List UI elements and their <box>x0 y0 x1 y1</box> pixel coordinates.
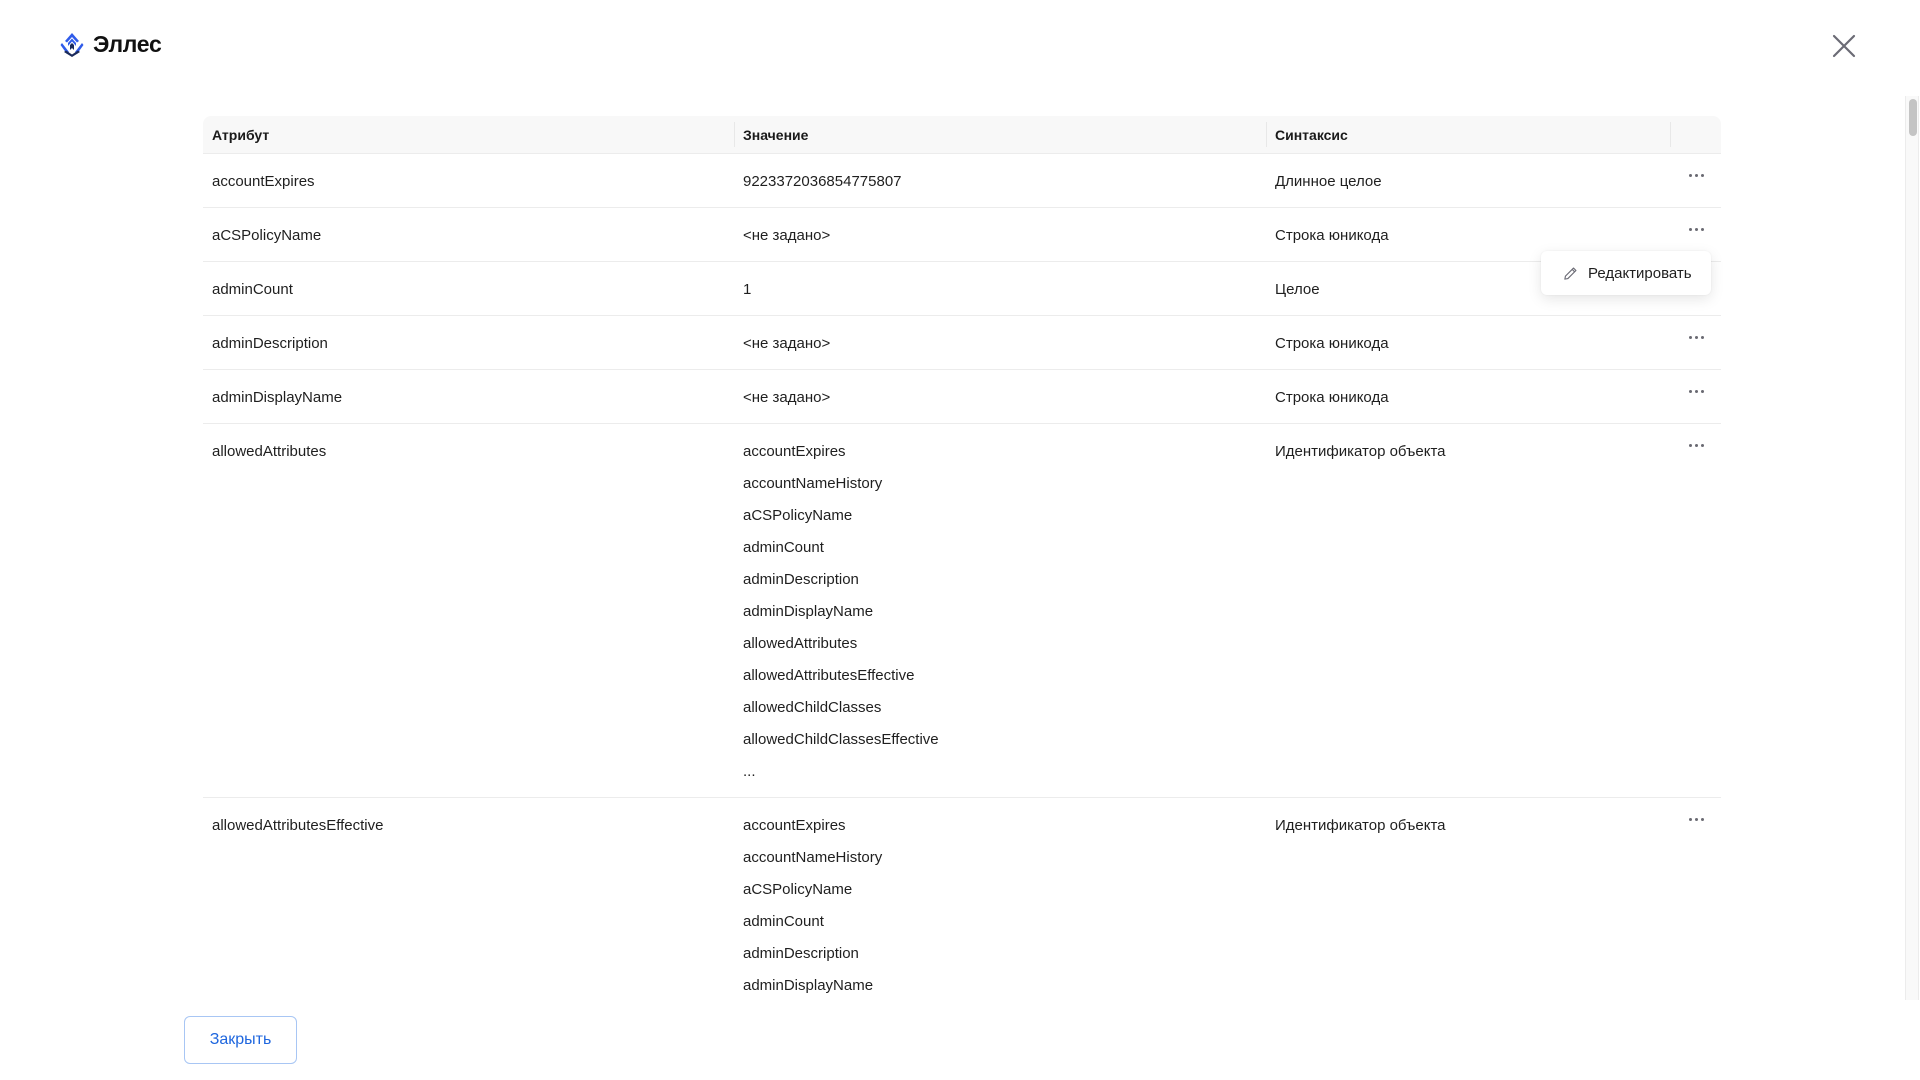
value-cell: 9223372036854775807 <box>743 173 902 190</box>
actions-cell <box>1670 424 1721 797</box>
value-cell: <не задано> <box>743 335 831 352</box>
value-item: allowedAttributesEffective <box>743 667 915 684</box>
value-item: adminDisplayName <box>743 603 874 620</box>
value-item: adminDescription <box>743 945 859 962</box>
value-item: accountNameHistory <box>743 475 883 492</box>
attributes-table <box>203 116 1721 1000</box>
value-cell: <не задано> <box>743 227 831 244</box>
attribute-cell: adminCount <box>212 281 293 298</box>
table-row[interactable] <box>203 208 1721 262</box>
table-row[interactable] <box>203 262 1721 316</box>
value-item: adminDescription <box>743 571 859 588</box>
attribute-cell: allowedAttributesEffective <box>212 817 384 834</box>
value-item: adminDisplayName <box>743 977 874 994</box>
value-cell <box>734 798 1266 1000</box>
value-item: adminCount <box>743 539 824 556</box>
table-row[interactable] <box>203 316 1721 370</box>
value-item: allowedAttributes <box>743 635 858 652</box>
value-item: allowedChildClassesEffective <box>743 731 939 748</box>
vertical-scrollbar[interactable] <box>1905 96 1919 1000</box>
syntax-cell: Идентификатор объекта <box>1275 817 1446 834</box>
actions-cell <box>1670 316 1721 369</box>
column-header-value[interactable]: Значение <box>734 116 1266 153</box>
table-header <box>203 116 1721 154</box>
app-title: Эллес <box>93 31 162 57</box>
column-header-syntax[interactable]: Синтаксис <box>1266 116 1670 153</box>
syntax-cell: Строка юникода <box>1275 335 1389 352</box>
value-item: aCSPolicyName <box>743 507 853 524</box>
close-x-icon <box>1830 32 1858 60</box>
more-horizontal-icon[interactable] <box>1684 330 1708 344</box>
value-list <box>743 443 1266 780</box>
value-item: allowedChildClasses <box>743 699 882 716</box>
more-horizontal-icon[interactable] <box>1684 222 1708 236</box>
edit-label: Редактировать <box>1588 264 1692 282</box>
app-logo <box>59 31 162 58</box>
attribute-cell: aCSPolicyName <box>212 227 322 244</box>
column-header-attribute[interactable]: Атрибут <box>212 126 270 143</box>
value-ellipsis: ... <box>743 763 756 780</box>
value-item: accountNameHistory <box>743 849 883 866</box>
close-dialog-button[interactable] <box>1830 32 1858 60</box>
value-item: adminCount <box>743 913 824 930</box>
context-menu-edit-item[interactable] <box>1541 251 1711 295</box>
value-cell: 1 <box>743 281 752 298</box>
table-row[interactable] <box>203 154 1721 208</box>
syntax-cell: Длинное целое <box>1275 173 1382 190</box>
actions-cell <box>1670 154 1721 207</box>
syntax-cell: Идентификатор объекта <box>1275 443 1446 460</box>
syntax-cell: Строка юникода <box>1275 389 1389 406</box>
attribute-cell: adminDisplayName <box>212 389 343 406</box>
value-item: accountExpires <box>743 443 846 460</box>
more-horizontal-icon[interactable] <box>1684 384 1708 398</box>
attribute-cell: allowedAttributes <box>212 443 327 460</box>
syntax-cell: Целое <box>1275 281 1320 298</box>
column-header-actions <box>1670 116 1721 153</box>
value-list <box>743 817 1266 994</box>
table-row[interactable] <box>203 798 1721 1000</box>
close-button[interactable]: Закрыть <box>184 1016 297 1064</box>
value-item: accountExpires <box>743 817 846 834</box>
more-horizontal-icon[interactable] <box>1684 438 1708 452</box>
attribute-cell: adminDescription <box>212 335 328 352</box>
more-horizontal-icon[interactable] <box>1684 168 1708 182</box>
syntax-cell: Строка юникода <box>1275 227 1389 244</box>
actions-cell <box>1670 370 1721 423</box>
attributes-scroll-area <box>0 96 1920 1000</box>
attribute-cell: accountExpires <box>212 173 315 190</box>
value-cell <box>734 424 1266 797</box>
scrollbar-thumb[interactable] <box>1909 99 1917 136</box>
more-horizontal-icon[interactable] <box>1684 812 1708 826</box>
elles-logo-icon <box>59 32 85 58</box>
value-item: aCSPolicyName <box>743 881 853 898</box>
pencil-icon <box>1563 266 1578 281</box>
table-row[interactable] <box>203 424 1721 798</box>
value-cell: <не задано> <box>743 389 831 406</box>
actions-cell <box>1670 798 1721 1000</box>
table-row[interactable] <box>203 370 1721 424</box>
